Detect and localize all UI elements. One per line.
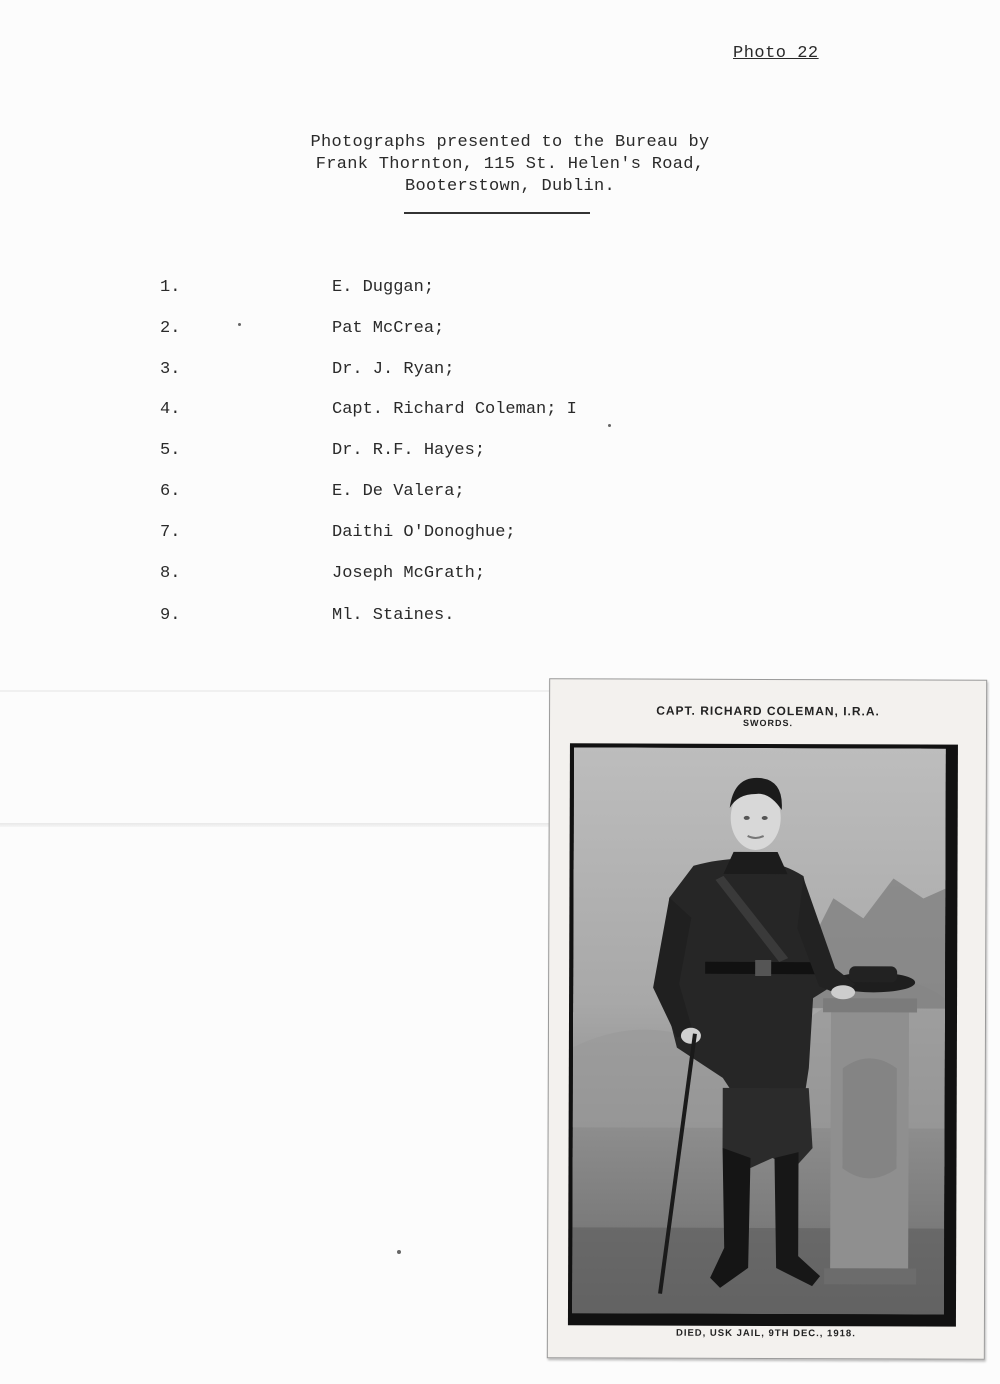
list-item — [160, 564, 486, 586]
soldier-portrait-image — [572, 747, 946, 1314]
item-number: 2. — [160, 319, 181, 338]
paper-fold-crease — [0, 823, 560, 827]
item-number: 6. — [160, 482, 181, 501]
paper-fold-line — [0, 690, 550, 692]
heading-line-1: Photographs presented to the Bureau by — [310, 133, 710, 152]
postcard-subtitle: SWORDS. — [743, 717, 794, 729]
postcard-title: CAPT. RICHARD COLEMAN, I.R.A. — [656, 703, 880, 719]
postcard-photograph — [547, 678, 987, 1360]
document-heading — [200, 132, 820, 198]
soldier-portrait — [572, 747, 946, 1314]
item-name: E. De Valera; — [332, 482, 465, 501]
paper-speck — [397, 1250, 401, 1254]
list-item — [160, 523, 516, 545]
item-number: 7. — [160, 523, 181, 542]
item-name: Ml. Staines. — [332, 606, 455, 625]
postcard-caption: DIED, USK JAIL, 9TH DEC., 1918. — [675, 1327, 856, 1340]
list-item — [160, 319, 445, 341]
item-number: 5. — [160, 441, 181, 460]
heading-line-2: Frank Thornton, 115 St. Helen's Road, — [315, 155, 705, 174]
item-name: Dr. J. Ryan; — [332, 360, 455, 379]
item-name: Daithi O'Donoghue; — [332, 523, 516, 542]
photo-frame — [568, 743, 958, 1326]
heading-line-3: Booterstown, Dublin. — [404, 177, 616, 196]
heading-underline — [404, 212, 590, 214]
photo-reference: Photo 22 — [733, 44, 819, 63]
list-item — [160, 441, 486, 463]
item-number: 8. — [160, 564, 181, 583]
list-item — [160, 400, 577, 422]
paper-speck — [238, 323, 241, 326]
list-item — [160, 360, 455, 382]
paper-speck — [608, 424, 611, 427]
item-number: 1. — [160, 278, 181, 297]
list-item — [160, 482, 465, 504]
item-name: Pat McCrea; — [332, 319, 445, 338]
item-name: Dr. R.F. Hayes; — [332, 441, 486, 460]
list-item — [160, 278, 435, 300]
item-name: E. Duggan; — [332, 278, 435, 297]
item-name: Capt. Richard Coleman; I — [332, 400, 577, 419]
item-name: Joseph McGrath; — [332, 564, 486, 583]
list-item — [160, 606, 455, 628]
item-number: 4. — [160, 400, 181, 419]
item-number: 9. — [160, 606, 181, 625]
item-number: 3. — [160, 360, 181, 379]
